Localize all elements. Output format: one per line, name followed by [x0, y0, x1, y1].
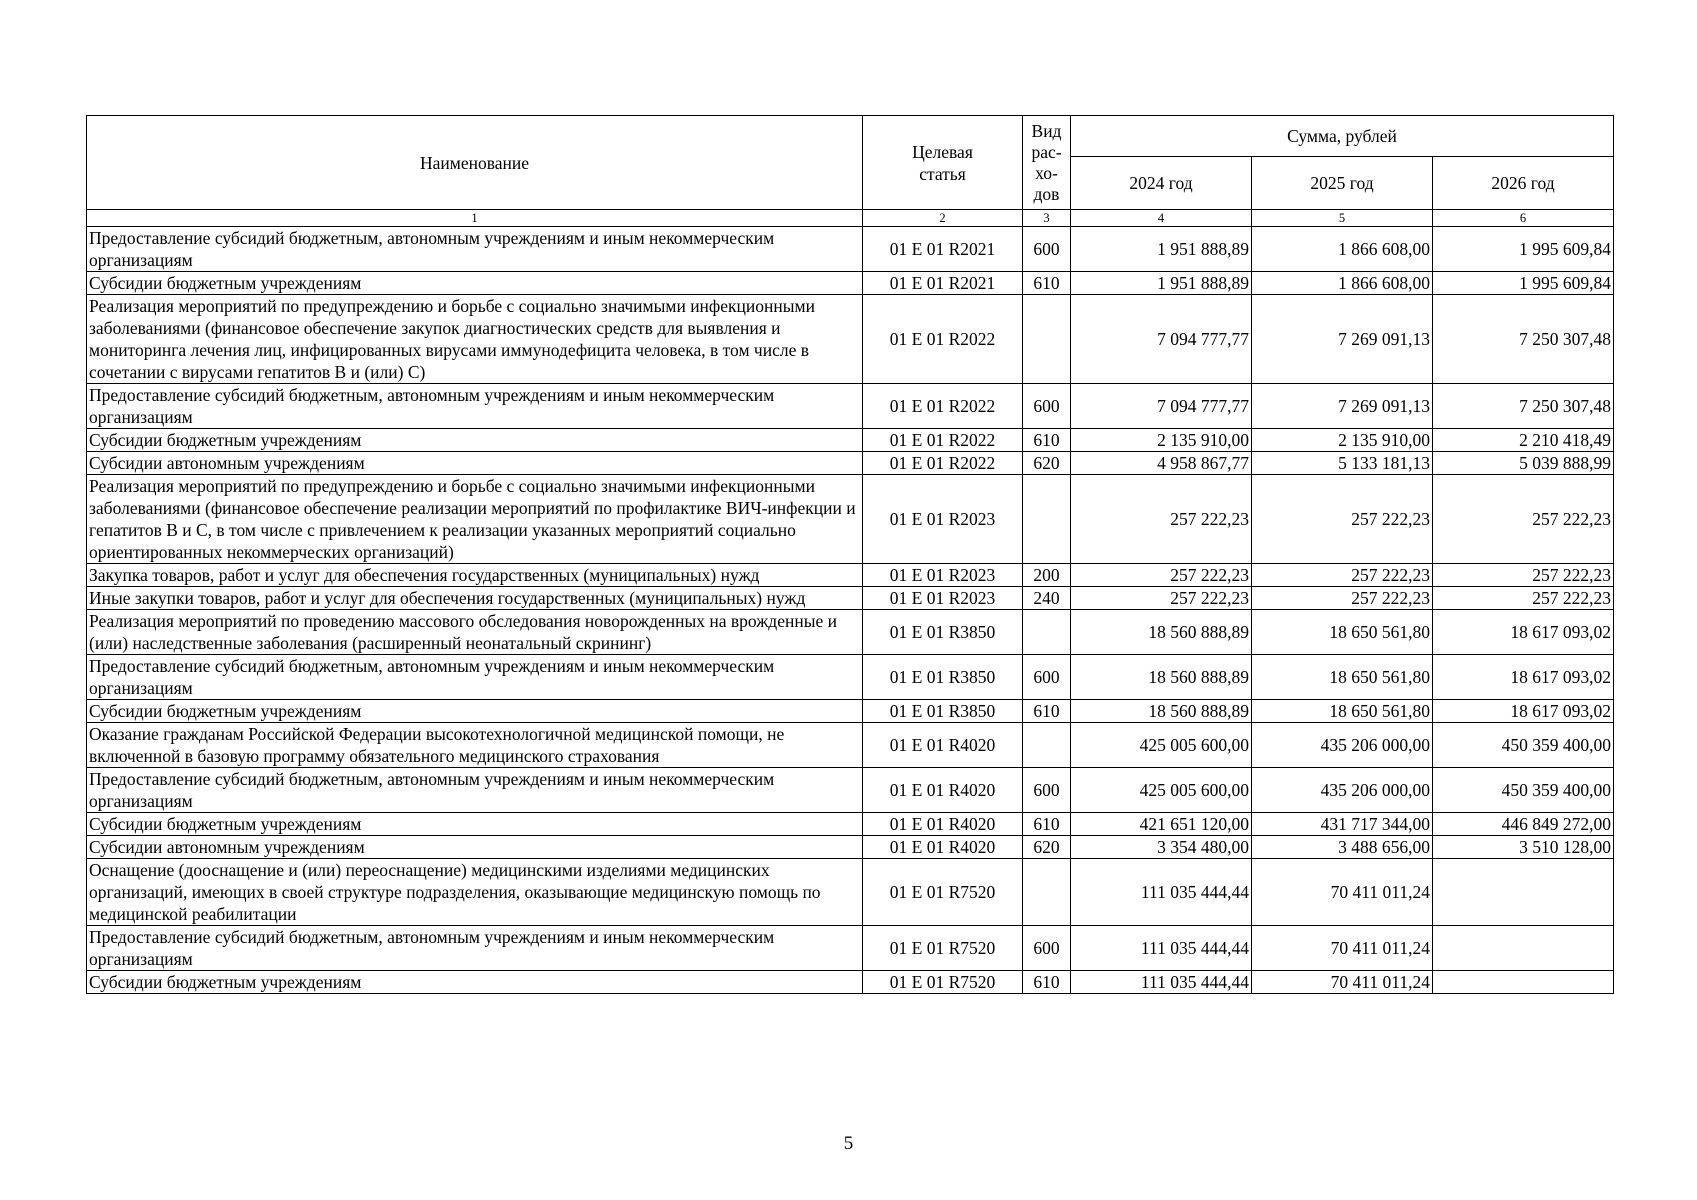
- table-row: [87, 926, 1614, 971]
- row-amount-2025: 257 222,23: [1252, 587, 1433, 610]
- row-target-article: 01 Е 01 R2023: [863, 475, 1023, 564]
- row-amount-2025: 7 269 091,13: [1252, 384, 1433, 429]
- table-row: [87, 836, 1614, 859]
- row-target-article: 01 Е 01 R4020: [863, 813, 1023, 836]
- row-amount-2026: [1433, 859, 1614, 926]
- table-row: [87, 587, 1614, 610]
- table-row: [87, 564, 1614, 587]
- row-name: Оснащение (дооснащение и (или) переоснащение) медицинскими изделиями медицинских организаций, имеющих в своей структуре подразделения, оказывающие медицинскую помощь по медицинской реабилитации: [87, 859, 863, 926]
- row-amount-2024: 18 560 888,89: [1071, 610, 1252, 655]
- column-number: 4: [1071, 210, 1252, 227]
- budget-table: [86, 115, 1614, 994]
- table-row: [87, 295, 1614, 384]
- row-amount-2024: 421 651 120,00: [1071, 813, 1252, 836]
- row-amount-2025: 18 650 561,80: [1252, 610, 1433, 655]
- row-expense-type: [1023, 475, 1071, 564]
- row-amount-2024: 257 222,23: [1071, 475, 1252, 564]
- row-expense-type: 600: [1023, 384, 1071, 429]
- table-row: [87, 384, 1614, 429]
- row-amount-2024: 1 951 888,89: [1071, 227, 1252, 272]
- row-amount-2026: 3 510 128,00: [1433, 836, 1614, 859]
- header-year-2025: 2025 год: [1252, 157, 1433, 210]
- row-expense-type: 600: [1023, 227, 1071, 272]
- row-amount-2024: 425 005 600,00: [1071, 723, 1252, 768]
- column-number: 2: [863, 210, 1023, 227]
- table-row: [87, 768, 1614, 813]
- header-target-line1: Целевая: [912, 141, 973, 162]
- row-amount-2025: 18 650 561,80: [1252, 700, 1433, 723]
- column-number-row: [87, 210, 1614, 227]
- row-amount-2026: 5 039 888,99: [1433, 452, 1614, 475]
- row-target-article: 01 Е 01 R4020: [863, 768, 1023, 813]
- row-target-article: 01 Е 01 R4020: [863, 723, 1023, 768]
- row-expense-type: 610: [1023, 971, 1071, 994]
- header-vid-line2: рас-: [1031, 141, 1062, 162]
- row-expense-type: 600: [1023, 655, 1071, 700]
- row-amount-2026: 7 250 307,48: [1433, 295, 1614, 384]
- row-expense-type: 620: [1023, 452, 1071, 475]
- row-amount-2024: 18 560 888,89: [1071, 655, 1252, 700]
- row-target-article: 01 Е 01 R2022: [863, 295, 1023, 384]
- row-name: Реализация мероприятий по предупреждению и борьбе с социально значимыми инфекционными заболеваниями (финансовое обеспечение закупок диагностических средств для выявления и мониторинга лечения лиц, инфицированных вирусами иммунодефицита человека, в том числе в сочетании с вирусами гепатитов B и (или) C): [87, 295, 863, 384]
- header-vid-line1: Вид: [1031, 120, 1062, 141]
- row-amount-2025: 3 488 656,00: [1252, 836, 1433, 859]
- row-amount-2025: 7 269 091,13: [1252, 295, 1433, 384]
- row-amount-2026: 1 995 609,84: [1433, 227, 1614, 272]
- row-amount-2024: 111 035 444,44: [1071, 926, 1252, 971]
- row-target-article: 01 Е 01 R2023: [863, 564, 1023, 587]
- row-expense-type: 610: [1023, 700, 1071, 723]
- header-name: Наименование: [87, 116, 863, 210]
- row-amount-2026: 18 617 093,02: [1433, 610, 1614, 655]
- row-target-article: 01 Е 01 R7520: [863, 971, 1023, 994]
- table-row: [87, 655, 1614, 700]
- row-expense-type: 610: [1023, 429, 1071, 452]
- column-number: 6: [1433, 210, 1614, 227]
- row-expense-type: [1023, 859, 1071, 926]
- row-amount-2026: 257 222,23: [1433, 564, 1614, 587]
- row-amount-2025: 70 411 011,24: [1252, 971, 1433, 994]
- row-amount-2025: 70 411 011,24: [1252, 859, 1433, 926]
- page-number: 5: [843, 1133, 854, 1154]
- column-number: 3: [1023, 210, 1071, 227]
- row-amount-2025: 431 717 344,00: [1252, 813, 1433, 836]
- row-name: Предоставление субсидий бюджетным, автономным учреждениям и иным некоммерческим организациям: [87, 926, 863, 971]
- row-expense-type: [1023, 723, 1071, 768]
- table-row: [87, 610, 1614, 655]
- row-expense-type: [1023, 295, 1071, 384]
- row-amount-2024: 111 035 444,44: [1071, 971, 1252, 994]
- row-amount-2026: 7 250 307,48: [1433, 384, 1614, 429]
- table-row: [87, 723, 1614, 768]
- row-expense-type: 620: [1023, 836, 1071, 859]
- row-target-article: 01 Е 01 R2022: [863, 429, 1023, 452]
- row-amount-2024: 18 560 888,89: [1071, 700, 1252, 723]
- row-name: Иные закупки товаров, работ и услуг для обеспечения государственных (муниципальных) нужд: [87, 587, 863, 610]
- row-expense-type: 610: [1023, 813, 1071, 836]
- header-vid-line3: хо-: [1035, 162, 1058, 183]
- row-expense-type: 200: [1023, 564, 1071, 587]
- row-amount-2024: 257 222,23: [1071, 587, 1252, 610]
- header-vid-line4: дов: [1033, 183, 1060, 204]
- row-name: Субсидии бюджетным учреждениям: [87, 700, 863, 723]
- row-amount-2026: 446 849 272,00: [1433, 813, 1614, 836]
- table-row: [87, 971, 1614, 994]
- column-number: 1: [87, 210, 863, 227]
- row-name: Закупка товаров, работ и услуг для обеспечения государственных (муниципальных) нужд: [87, 564, 863, 587]
- row-name: Реализация мероприятий по проведению массового обследования новорожденных на врожденные и (или) наследственные заболевания (расширенный неонатальный скрининг): [87, 610, 863, 655]
- table-row: [87, 475, 1614, 564]
- table-row: [87, 429, 1614, 452]
- row-name: Предоставление субсидий бюджетным, автономным учреждениям и иным некоммерческим организациям: [87, 227, 863, 272]
- row-amount-2026: 2 210 418,49: [1433, 429, 1614, 452]
- row-amount-2024: 425 005 600,00: [1071, 768, 1252, 813]
- table-row: [87, 859, 1614, 926]
- row-name: Субсидии бюджетным учреждениям: [87, 813, 863, 836]
- row-target-article: 01 Е 01 R7520: [863, 926, 1023, 971]
- row-amount-2025: 1 866 608,00: [1252, 227, 1433, 272]
- table-row: [87, 227, 1614, 272]
- row-expense-type: [1023, 610, 1071, 655]
- row-name: Субсидии бюджетным учреждениям: [87, 272, 863, 295]
- row-target-article: 01 Е 01 R2022: [863, 452, 1023, 475]
- row-target-article: 01 Е 01 R2023: [863, 587, 1023, 610]
- row-amount-2026: 257 222,23: [1433, 475, 1614, 564]
- row-name: Предоставление субсидий бюджетным, автономным учреждениям и иным некоммерческим организациям: [87, 384, 863, 429]
- header-year-2026: 2026 год: [1433, 157, 1614, 210]
- row-amount-2025: 1 866 608,00: [1252, 272, 1433, 295]
- header-target-line2: статья: [919, 163, 966, 184]
- row-name: Оказание гражданам Российской Федерации высокотехнологичной медицинской помощи, не включенной в базовую программу обязательного медицинского страхования: [87, 723, 863, 768]
- row-name: Предоставление субсидий бюджетным, автономным учреждениям и иным некоммерческим организациям: [87, 768, 863, 813]
- row-expense-type: 600: [1023, 926, 1071, 971]
- header-expense-type: [1023, 116, 1071, 210]
- row-name: Субсидии автономным учреждениям: [87, 452, 863, 475]
- row-amount-2024: 7 094 777,77: [1071, 295, 1252, 384]
- row-amount-2025: 2 135 910,00: [1252, 429, 1433, 452]
- row-target-article: 01 Е 01 R2021: [863, 227, 1023, 272]
- row-amount-2024: 3 354 480,00: [1071, 836, 1252, 859]
- row-amount-2024: 1 951 888,89: [1071, 272, 1252, 295]
- row-amount-2026: 18 617 093,02: [1433, 700, 1614, 723]
- row-target-article: 01 Е 01 R3850: [863, 700, 1023, 723]
- row-name: Субсидии бюджетным учреждениям: [87, 429, 863, 452]
- table-row: [87, 813, 1614, 836]
- table-row: [87, 700, 1614, 723]
- row-target-article: 01 Е 01 R2021: [863, 272, 1023, 295]
- row-amount-2024: 257 222,23: [1071, 564, 1252, 587]
- row-amount-2026: [1433, 926, 1614, 971]
- row-target-article: 01 Е 01 R3850: [863, 610, 1023, 655]
- row-name: Субсидии автономным учреждениям: [87, 836, 863, 859]
- row-amount-2026: 257 222,23: [1433, 587, 1614, 610]
- row-amount-2024: 2 135 910,00: [1071, 429, 1252, 452]
- row-amount-2026: [1433, 971, 1614, 994]
- row-target-article: 01 Е 01 R4020: [863, 836, 1023, 859]
- row-amount-2025: 435 206 000,00: [1252, 768, 1433, 813]
- table-row: [87, 272, 1614, 295]
- row-expense-type: 600: [1023, 768, 1071, 813]
- table-row: [87, 452, 1614, 475]
- row-amount-2025: 70 411 011,24: [1252, 926, 1433, 971]
- row-target-article: 01 Е 01 R7520: [863, 859, 1023, 926]
- row-target-article: 01 Е 01 R3850: [863, 655, 1023, 700]
- row-name: Субсидии бюджетным учреждениям: [87, 971, 863, 994]
- header-sum: Сумма, рублей: [1071, 116, 1614, 157]
- row-amount-2024: 7 094 777,77: [1071, 384, 1252, 429]
- row-expense-type: 610: [1023, 272, 1071, 295]
- table-body: [87, 227, 1614, 994]
- row-amount-2025: 18 650 561,80: [1252, 655, 1433, 700]
- row-amount-2026: 450 359 400,00: [1433, 723, 1614, 768]
- row-amount-2026: 1 995 609,84: [1433, 272, 1614, 295]
- row-target-article: 01 Е 01 R2022: [863, 384, 1023, 429]
- row-amount-2025: 435 206 000,00: [1252, 723, 1433, 768]
- row-amount-2026: 18 617 093,02: [1433, 655, 1614, 700]
- row-amount-2024: 4 958 867,77: [1071, 452, 1252, 475]
- header-target-article: [863, 116, 1023, 210]
- row-name: Реализация мероприятий по предупреждению и борьбе с социально значимыми инфекционными заболеваниями (финансовое обеспечение реализации мероприятий по профилактике ВИЧ-инфекции и гепатитов B и C, в том числе с привлечением к реализации указанных мероприятий социально ориентированных некоммерческих организаций): [87, 475, 863, 564]
- row-amount-2024: 111 035 444,44: [1071, 859, 1252, 926]
- row-name: Предоставление субсидий бюджетным, автономным учреждениям и иным некоммерческим организациям: [87, 655, 863, 700]
- column-number: 5: [1252, 210, 1433, 227]
- row-amount-2026: 450 359 400,00: [1433, 768, 1614, 813]
- row-amount-2025: 257 222,23: [1252, 475, 1433, 564]
- table-header: [87, 116, 1614, 227]
- row-expense-type: 240: [1023, 587, 1071, 610]
- header-year-2024: 2024 год: [1071, 157, 1252, 210]
- row-amount-2025: 257 222,23: [1252, 564, 1433, 587]
- row-amount-2025: 5 133 181,13: [1252, 452, 1433, 475]
